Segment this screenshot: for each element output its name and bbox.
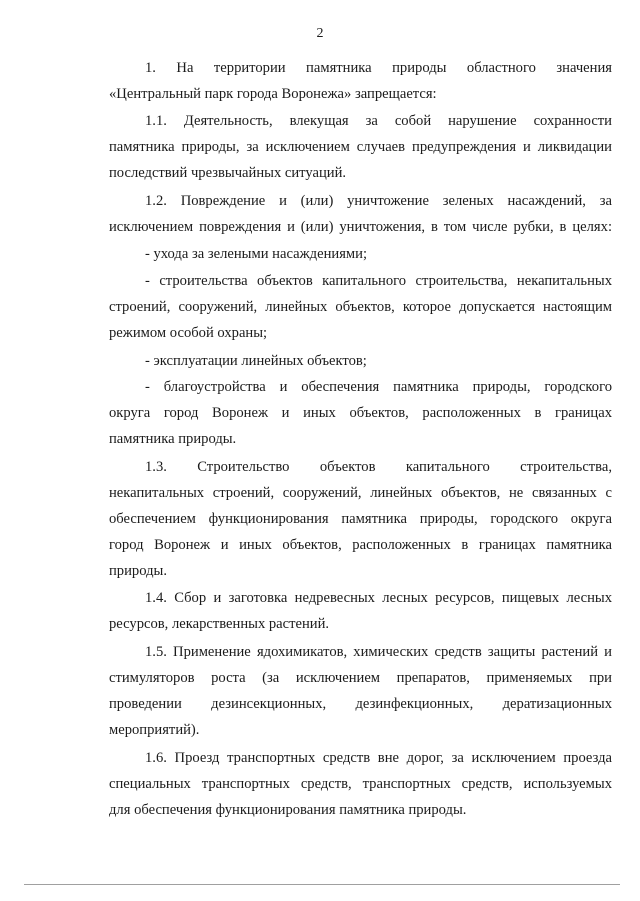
text-line: исключением повреждения и (или) уничтожения, в том числе рубки, в целях: (109, 219, 612, 235)
text-line: - эксплуатации линейных объектов; (145, 353, 367, 369)
text-line: мероприятий). (109, 722, 200, 738)
text-line: 1.6. Проезд транспортных средств вне дорог, за исключением проезда (145, 750, 612, 766)
page-number: 2 (316, 26, 324, 41)
text-line: ресурсов, лекарственных растений. (109, 616, 330, 632)
text-line: 1.4. Сбор и заготовка недревесных лесных ресурсов, пищевых лесных (145, 590, 612, 606)
footer-rule (24, 884, 620, 885)
text-line: режимом особой охраны; (109, 325, 268, 341)
text-line: округа город Воронеж и иных объектов, расположенных в границах (109, 405, 612, 421)
text-line: - строительства объектов капитального строительства, некапитальных (145, 273, 612, 289)
text-line: некапитальных строений, сооружений, линейных объектов, не связанных с (109, 485, 612, 501)
text-line: стимуляторов роста (за исключением препаратов, применяемых при (109, 670, 612, 686)
text-line: последствий чрезвычайных ситуаций. (109, 165, 347, 181)
text-line: природы. (109, 563, 167, 579)
text-line: - ухода за зелеными насаждениями; (145, 246, 368, 262)
text-line: проведении дезинсекционных, дезинфекционных, дератизационных (109, 696, 612, 712)
text-line: обеспечением функционирования памятника природы, городского округа (109, 511, 612, 527)
text-line: специальных транспортных средств, транспортных средств, используемых (109, 776, 612, 792)
text-line: - благоустройства и обеспечения памятника природы, городского (145, 379, 612, 395)
text-line: памятника природы, за исключением случаев предупреждения и ликвидации (109, 139, 612, 155)
text-line: 1.5. Применение ядохимикатов, химических средств защиты растений и (145, 644, 612, 660)
text-line: 1.3. Строительство объектов капитального строительства, (145, 459, 612, 475)
text-line: 1.2. Повреждение и (или) уничтожение зеленых насаждений, за (145, 193, 612, 209)
text-line: 1. На территории памятника природы областного значения (145, 60, 612, 76)
text-line: памятника природы. (109, 431, 237, 447)
text-line: строений, сооружений, линейных объектов, которое допускается настоящим (109, 299, 612, 315)
text-line: для обеспечения функционирования памятника природы. (109, 802, 467, 818)
text-line: 1.1. Деятельность, влекущая за собой нарушение сохранности (145, 113, 612, 129)
text-line: город Воронеж и иных объектов, расположенных в границах памятника (109, 537, 612, 553)
text-line: «Центральный парк города Воронежа» запрещается: (109, 86, 437, 102)
